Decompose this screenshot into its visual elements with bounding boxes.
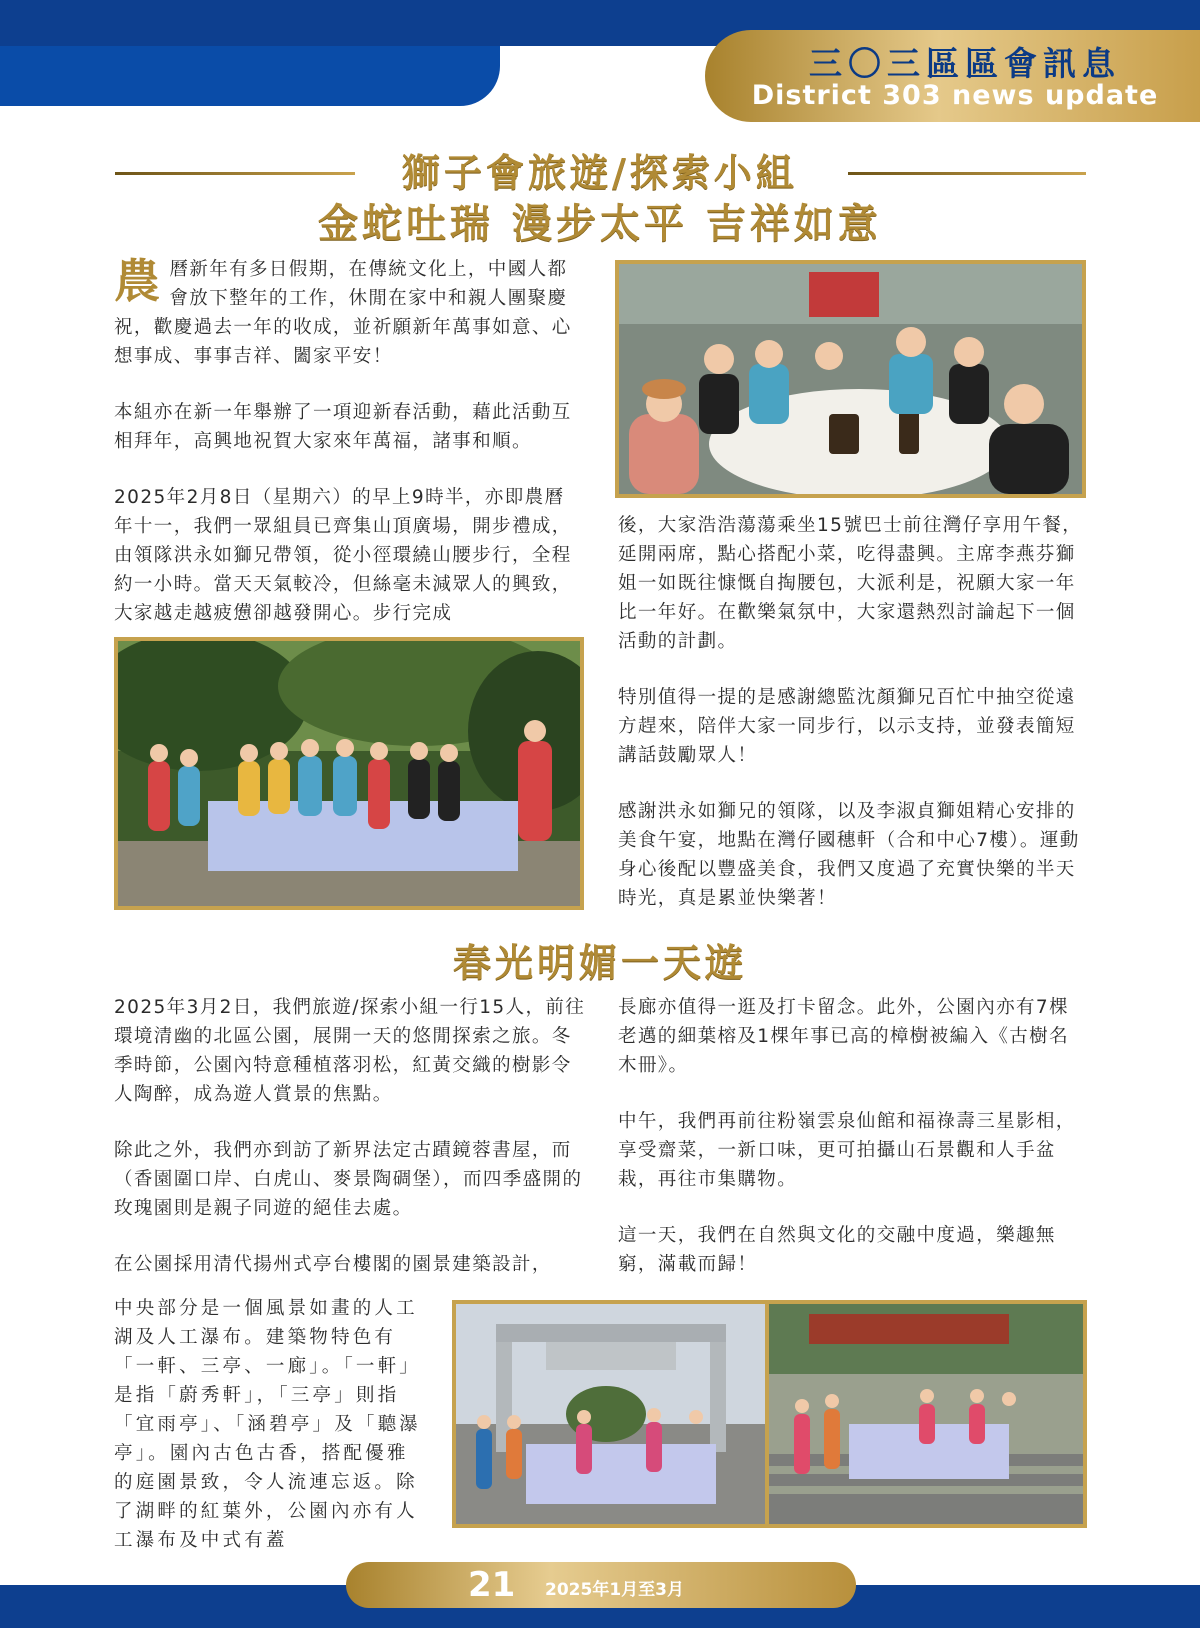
article2-paragraph-3b: 中央部分是一個風景如畫的人工湖及人工瀑布。建築物特色有「一軒、三亭、一廊」。「一軒」是指「蔚秀軒」，「三亭」則指「宜雨亭」、「涵碧亭」及「聽瀑亭」。園內古色古香，搭配優雅的庭園景致，令人流連忘返。除了湖畔的紅葉外，公園內亦有人工瀑布及中式有蓋: [114, 1298, 422, 1551]
article2-paragraph-3a: 在公園採用清代揚州式亭台樓閣的園景建築設計，: [114, 1254, 552, 1275]
article1-paragraph-2: 本組亦在新一年舉辦了一項迎新春活動，藉此活動互相拜年，高興地祝賀大家來年萬福，諸事和順。: [114, 402, 572, 452]
article1-paragraph-4: 後，大家浩浩蕩蕩乘坐15號巴士前往灣仔享用午餐，延開兩席，點心搭配小菜，吃得盡興。主席李燕芬獅姐一如既往慷慨自掏腰包，大派利是，祝願大家一年比一年好。在歡樂氣氛中，大家還熱烈討論起下一個活動的計劃。: [618, 515, 1083, 652]
article2-paragraph-4: 長廊亦值得一逛及打卡留念。此外，公園內亦有7棵老邁的細葉榕及1棵年事已高的樟樹被編入《古樹名木冊》。: [618, 997, 1069, 1076]
article2-title: 春光明媚一天遊: [452, 941, 747, 985]
article2-paragraph-2: 除此之外，我們亦到訪了新界法定古蹟鏡蓉書屋，而（香園圍口岸、白虎山、麥景陶碉堡），而四季盛開的玫瑰園則是親子同遊的絕佳去處。: [114, 1140, 583, 1219]
header-band-right: [760, 0, 1200, 30]
article1-p1-text: 曆新年有多日假期，在傳統文化上，中國人都會放下整年的工作，休閒在家中和親人團聚慶祝，歡慶過去一年的收成，並祈願新年萬事如意、心想事成、事事吉祥、闔家平安！: [114, 259, 572, 367]
article1-paragraph-1: [114, 255, 584, 371]
header-band: [0, 0, 760, 46]
article1-title-line2: 金蛇吐瑞 漫步太平 吉祥如意: [318, 201, 882, 247]
article2-paragraph-1: 2025年3月2日，我們旅遊/探索小組一行15人，前往環境清幽的北區公園，展開一天的悠閒探索之旅。冬季時節，公園內特意種植落羽松，紅黃交織的樹影令人陶醉，成為遊人賞景的焦點。: [114, 997, 586, 1105]
photo-park-gate: [452, 1300, 769, 1528]
header-title-en: District 303 news update: [751, 80, 1159, 111]
article1-col-left: [114, 255, 584, 628]
hiking-photo-illustration: [118, 641, 580, 906]
page-number: 21: [468, 1565, 516, 1605]
header-band-tab: [0, 46, 500, 106]
dropcap: 農: [114, 254, 162, 308]
article1-col-right: [618, 511, 1088, 913]
issue-date-range: 2025年1月至3月: [545, 1580, 684, 1600]
header-title-zh: 三〇三區區會訊息: [809, 44, 1121, 83]
article1-paragraph-3: 2025年2月8日（星期六）的早上9時半，亦即農曆年十一，我們一眾組員已齊集山頂廣場，開步禮成，由領隊洪永如獅兄帶領，從小徑環繞山腰步行，全程約一小時。當天天氣較冷，但絲毫未減眾人的興致，大家越走越疲憊卻越發開心。步行完成: [114, 487, 572, 624]
article2-col-right: [618, 993, 1088, 1279]
photo-temple-steps: [765, 1300, 1087, 1528]
article1-title-line1: 獅子會旅遊/探索小組: [402, 151, 798, 195]
article1-paragraph-5: 特別值得一提的是感謝總監沈顏獅兄百忙中抽空從遠方趕來，陪伴大家一同步行，以示支持，並發表簡短講話鼓勵眾人！: [618, 687, 1076, 766]
photo-hiking-group: [114, 637, 584, 910]
temple-photo-illustration: [769, 1304, 1083, 1524]
article2-col-left: [114, 993, 586, 1279]
park-gate-photo-illustration: [456, 1304, 765, 1524]
photo-restaurant-lunch: [615, 260, 1086, 498]
restaurant-photo-illustration: [619, 264, 1082, 494]
article2-paragraph-5: 中午，我們再前往粉嶺雲泉仙館和福祿壽三星影相，享受齋菜，一新口味，更可拍攝山石景觀和人手盆栽，再往市集購物。: [618, 1111, 1076, 1190]
article2-col-left-narrow: [114, 1294, 430, 1555]
article2-paragraph-6: 這一天，我們在自然與文化的交融中度過，樂趣無窮，滿載而歸！: [618, 1225, 1056, 1275]
article1-paragraph-6: 感謝洪永如獅兄的領隊，以及李淑貞獅姐精心安排的美食午宴，地點在灣仔國穗軒（合和中心7樓）。運動身心後配以豐盛美食，我們又度過了充實快樂的半天時光，真是累並快樂著！: [618, 801, 1080, 909]
